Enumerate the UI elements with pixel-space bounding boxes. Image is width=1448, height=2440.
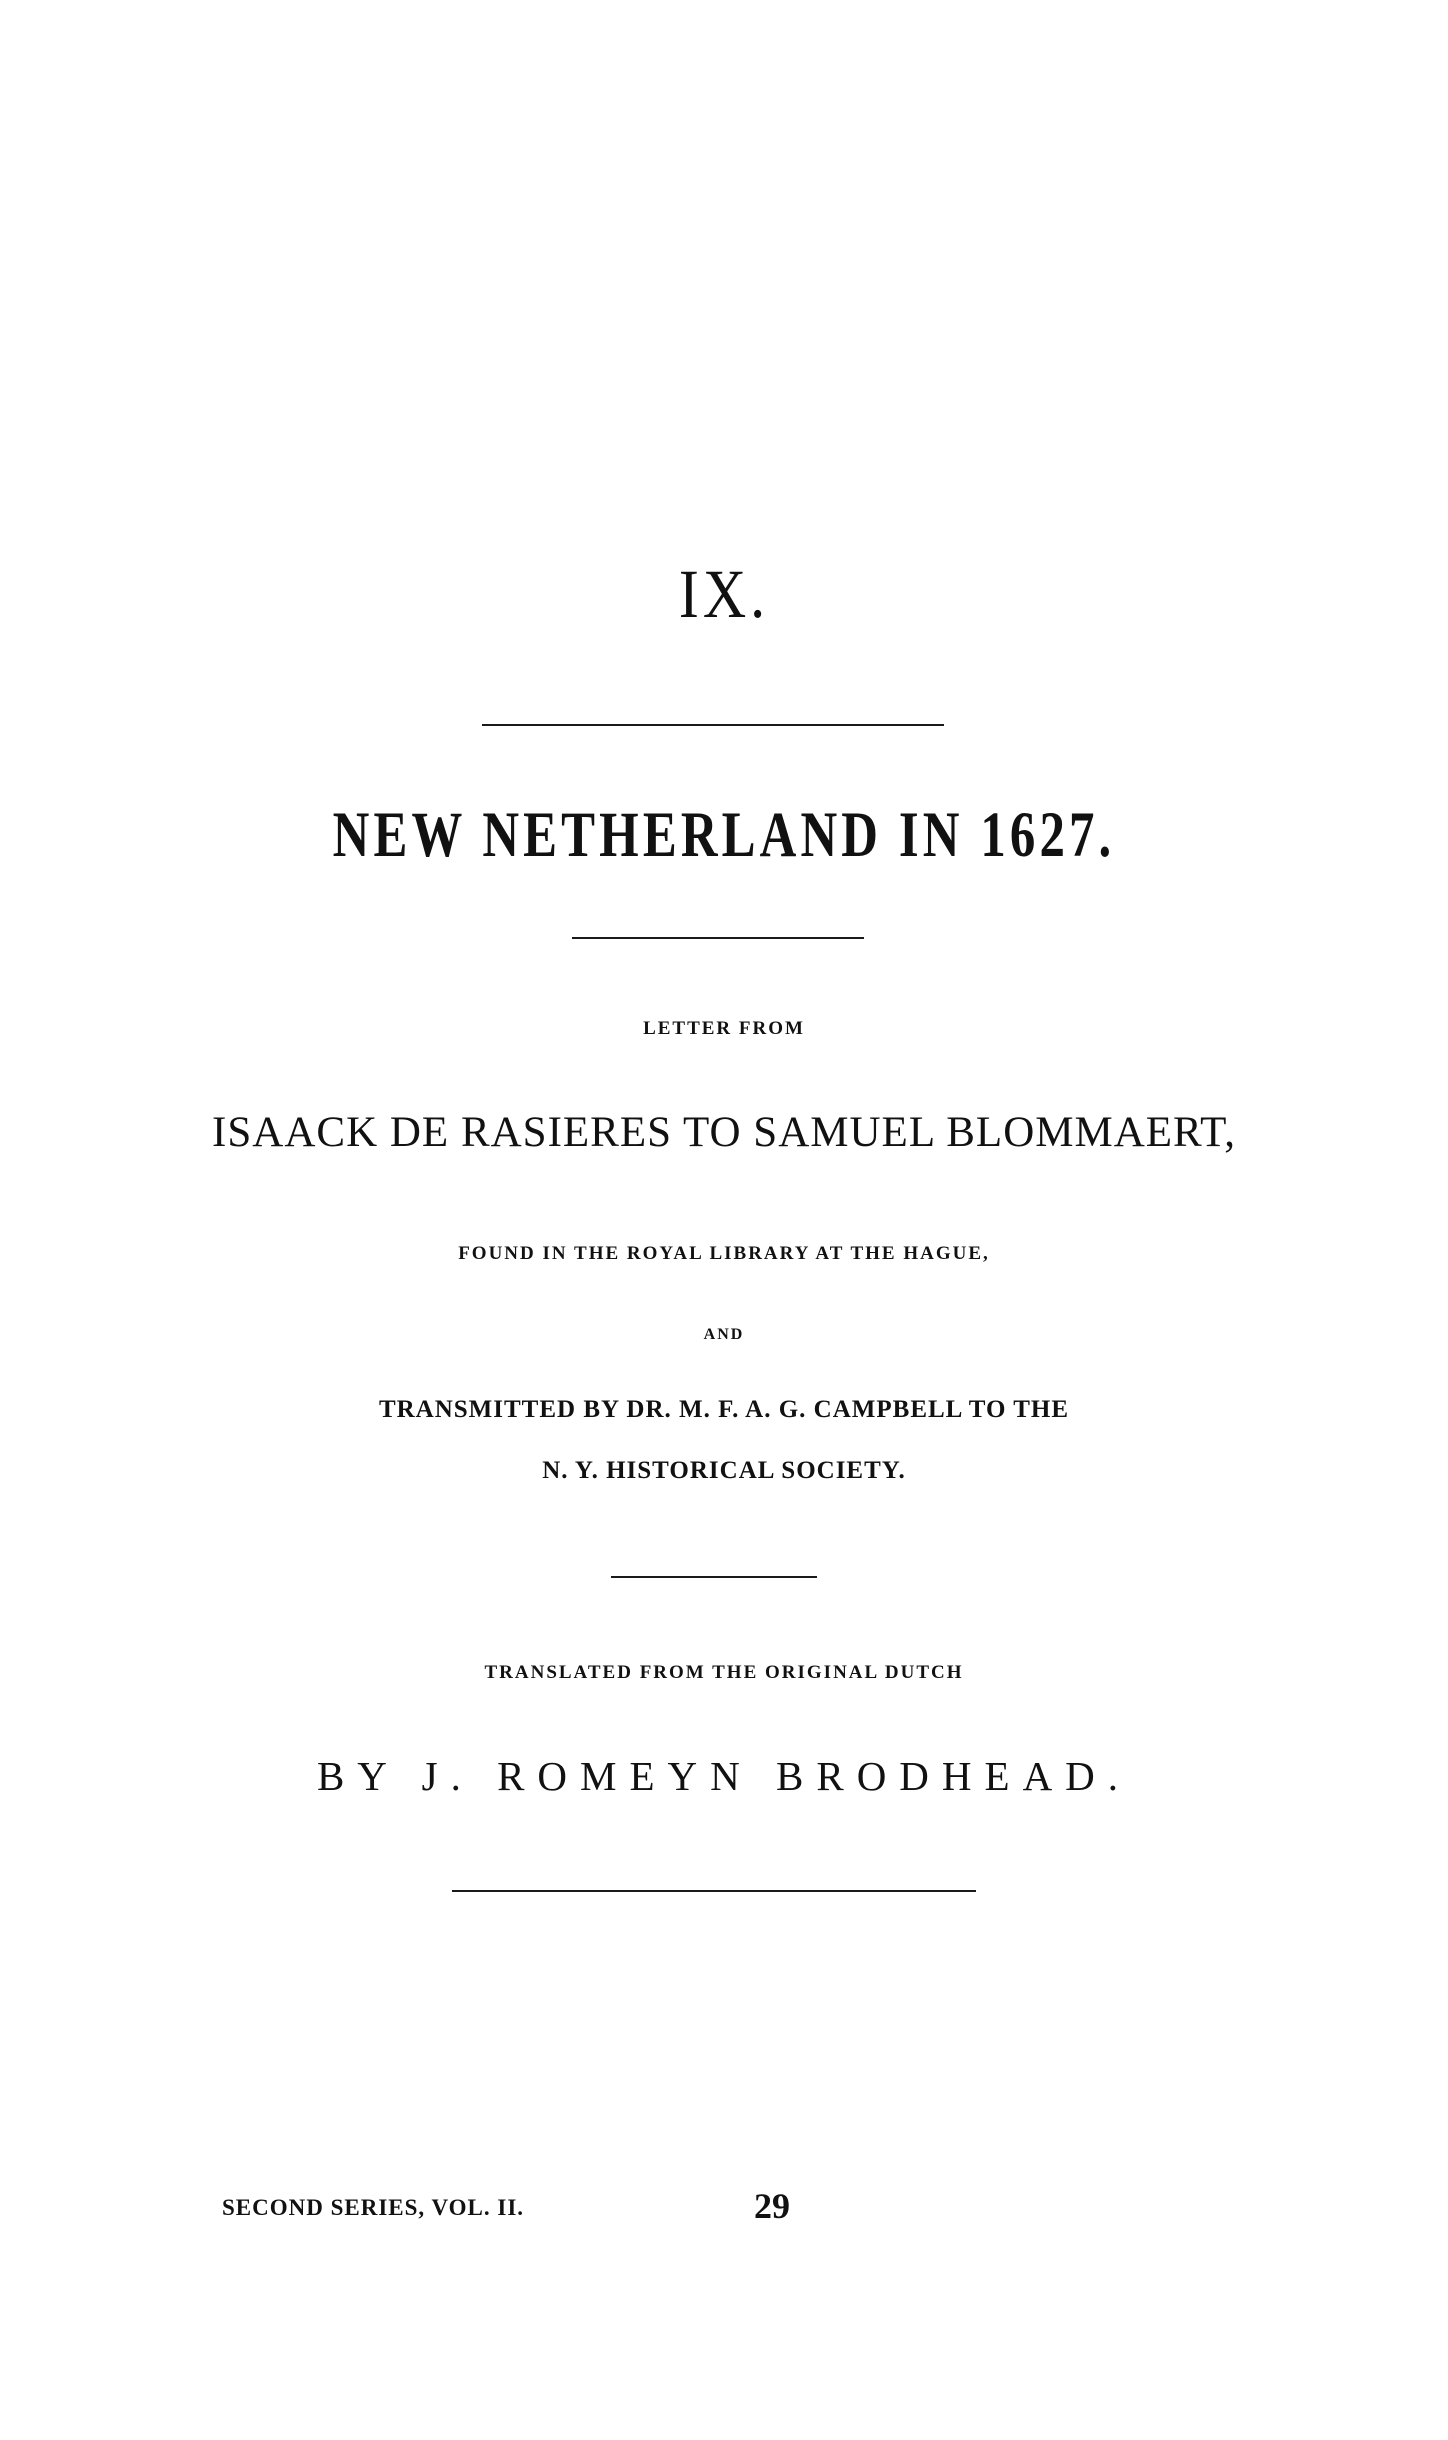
- divider-rule-4: [452, 1890, 976, 1892]
- transmitted-line-2: N. Y. HISTORICAL SOCIETY.: [542, 1457, 906, 1484]
- translator-byline: BY J. ROMEYN BRODHEAD.: [316, 1753, 1132, 1799]
- divider-rule-2: [572, 937, 864, 939]
- letter-from-label: LETTER FROM: [643, 1018, 805, 1039]
- conjunction-and: AND: [703, 1326, 745, 1343]
- found-location-line: FOUND IN THE ROYAL LIBRARY AT THE HAGUE,: [458, 1243, 990, 1264]
- chapter-number: IX.: [678, 555, 770, 632]
- correspondents-heading: ISAACK DE RASIERES TO SAMUEL BLOMMAERT,: [212, 1109, 1236, 1156]
- divider-rule-1: [482, 724, 944, 726]
- translated-from-line: TRANSLATED FROM THE ORIGINAL DUTCH: [484, 1662, 964, 1683]
- divider-rule-3: [611, 1576, 817, 1578]
- document-title: NEW NETHERLAND IN 1627.: [332, 799, 1116, 871]
- transmitted-line-1: TRANSMITTED BY DR. M. F. A. G. CAMPBELL TO THE: [378, 1396, 1070, 1423]
- series-volume-footer: SECOND SERIES, VOL. II.: [222, 2195, 525, 2220]
- page-number: 29: [754, 2186, 790, 2226]
